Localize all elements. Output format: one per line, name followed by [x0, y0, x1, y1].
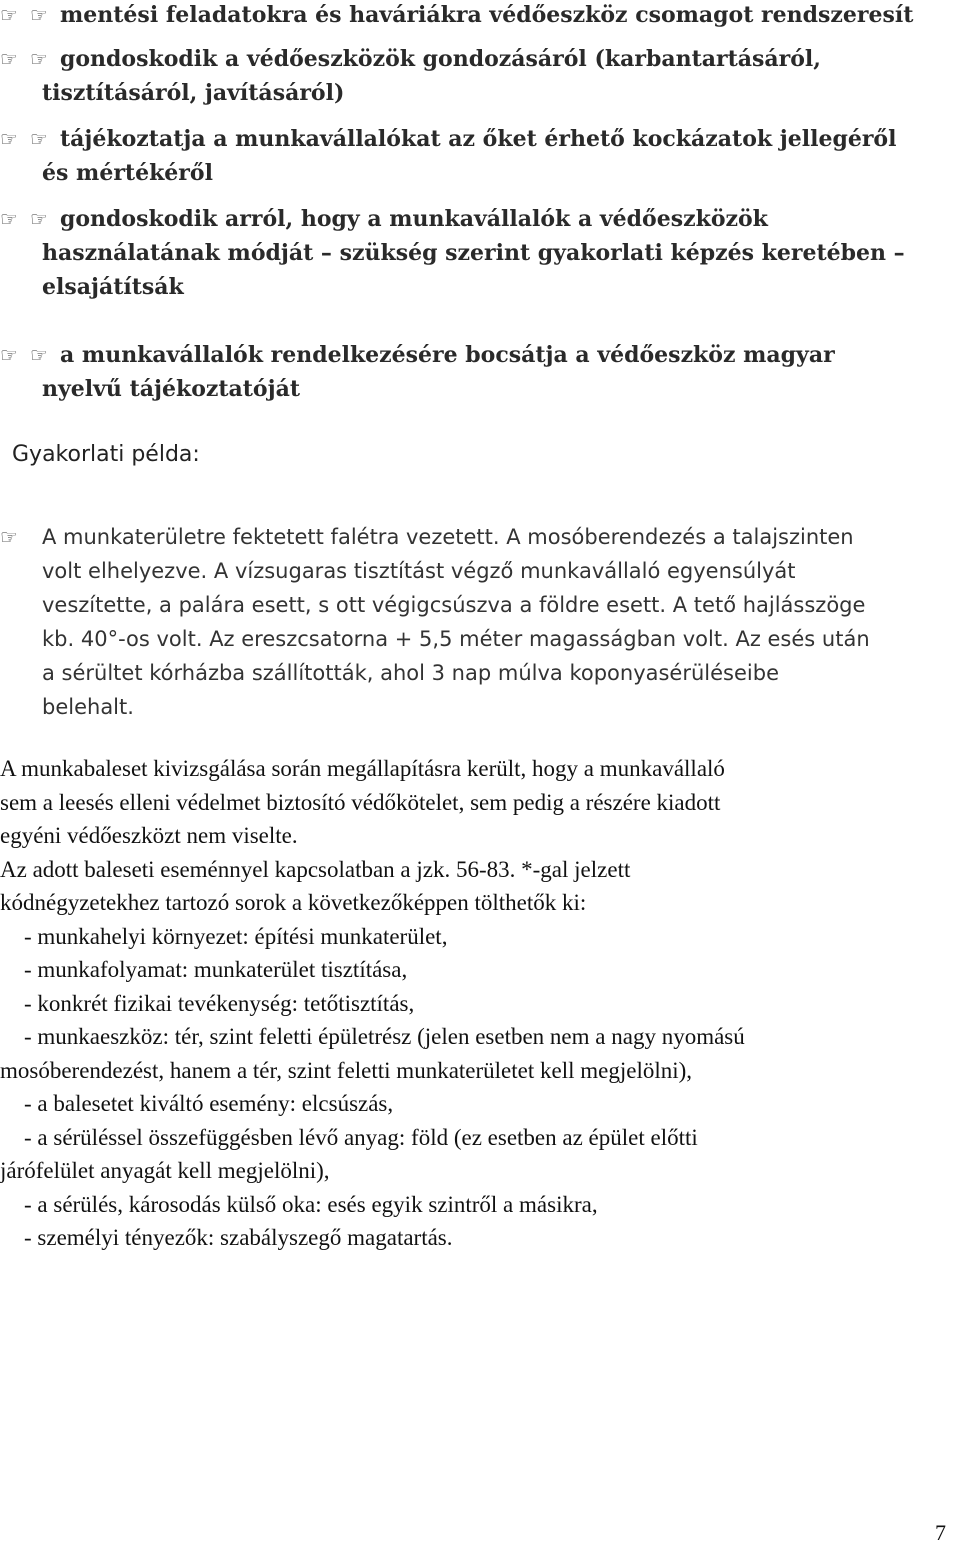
bullet-item: [0, 0, 913, 32]
pointing-hand-icon: ☞: [0, 47, 18, 71]
pointing-hand-icon: ☞: [0, 3, 18, 27]
bullet-item: [0, 202, 905, 304]
pointing-hand-icon: ☞: [0, 343, 18, 367]
page-number: 7: [935, 1520, 946, 1545]
body-paragraph: [0, 752, 956, 1255]
pointing-hand-icon: ☞: [30, 3, 48, 27]
example-line: volt elhelyezve. A vízsugaras tisztítást végző munkavállaló egyensúlyát: [42, 559, 796, 583]
bullet-line: használatának módját – szükség szerint gyakorlati képzés keretében –: [42, 240, 905, 266]
example-line: veszítette, a palára esett, s ott végigcsúszva a földre esett. A tető hajlásszöge: [42, 593, 866, 617]
list-item: - személyi tényezők: szabályszegő magatartás.: [24, 1225, 453, 1250]
bullet-line: és mértékéről: [42, 160, 213, 186]
bullet-line: ☞ ☞ gondoskodik arról, hogy a munkavállalók a védőeszközök: [0, 202, 905, 236]
bullet-line: nyelvű tájékoztatóját: [42, 376, 300, 402]
body-line: kódnégyzetekhez tartozó sorok a következőképpen tölthetők ki:: [0, 890, 587, 915]
list-item: - a sérüléssel összefüggésben lévő anyag: föld (ez esetben az épület előtti: [24, 1124, 698, 1150]
body-line: sem a leesés elleni védelmet biztosító védőkötelet, sem pedig a részére kiadott: [0, 789, 721, 815]
list-item-continuation: mosóberendezést, hanem a tér, szint feletti munkaterületet kell megjelölni),: [0, 1057, 693, 1083]
bullet-item: [0, 122, 896, 190]
bullet-item: [0, 338, 835, 406]
bullet-line: ☞ ☞ a munkavállalók rendelkezésére bocsátja a védőeszköz magyar: [0, 338, 835, 372]
example-paragraph: [0, 520, 960, 724]
pointing-hand-icon: ☞: [30, 47, 48, 71]
list-item-continuation: járófelület anyagát kell megjelölni),: [0, 1158, 330, 1183]
body-line: Az adott baleseti eseménnyel kapcsolatban a jzk. 56-83. *-gal jelzett: [0, 856, 631, 882]
list-item: - a sérülés, károsodás külső oka: esés egyik szintről a másikra,: [24, 1191, 598, 1217]
pointing-hand-icon: ☞: [0, 127, 18, 151]
pointing-hand-icon: ☞: [0, 207, 18, 231]
list-item: - konkrét fizikai tevékenység: tetőtisztítás,: [24, 990, 415, 1016]
example-line: kb. 40°-os volt. Az ereszcsatorna + 5,5 méter magasságban volt. Az esés után: [42, 627, 870, 651]
pointing-hand-icon: ☞: [0, 525, 18, 549]
bullet-item: [0, 42, 821, 110]
body-line: egyéni védőeszközt nem viselte.: [0, 823, 298, 848]
bullet-line: ☞ ☞ mentési feladatokra és haváriákra védőeszköz csomagot rendszeresít: [0, 0, 913, 32]
list-item: - munkafolyamat: munkaterület tisztítása,: [24, 957, 408, 982]
bullet-line: ☞ ☞ gondoskodik a védőeszközök gondozásáról (karbantartásáról,: [0, 42, 821, 76]
example-line: belehalt.: [42, 695, 134, 719]
pointing-hand-icon: ☞: [30, 127, 48, 151]
section-heading: Gyakorlati példa:: [12, 442, 200, 467]
bullet-line: ☞ ☞ tájékoztatja a munkavállalókat az őket érhető kockázatok jellegéről: [0, 122, 896, 156]
example-line: ☞ A munkaterületre fektetett falétra vezetett. A mosóberendezés a talajszinten: [0, 520, 960, 554]
example-line: a sérültet kórházba szállították, ahol 3 nap múlva koponyasérüléseibe: [42, 661, 779, 685]
pointing-hand-icon: ☞: [30, 343, 48, 367]
pointing-hand-icon: ☞: [30, 207, 48, 231]
body-line: A munkabaleset kivizsgálása során megállapításra került, hogy a munkavállaló: [0, 756, 725, 781]
list-item: - munkaeszköz: tér, szint feletti épületrész (jelen esetben nem a nagy nyomású: [24, 1024, 745, 1049]
bullet-line: tisztításáról, javításáról): [42, 80, 345, 106]
list-item: - munkahelyi környezet: építési munkaterület,: [24, 923, 448, 949]
list-item: - a balesetet kiváltó esemény: elcsúszás,: [24, 1091, 394, 1116]
bullet-line: elsajátítsák: [42, 274, 184, 300]
